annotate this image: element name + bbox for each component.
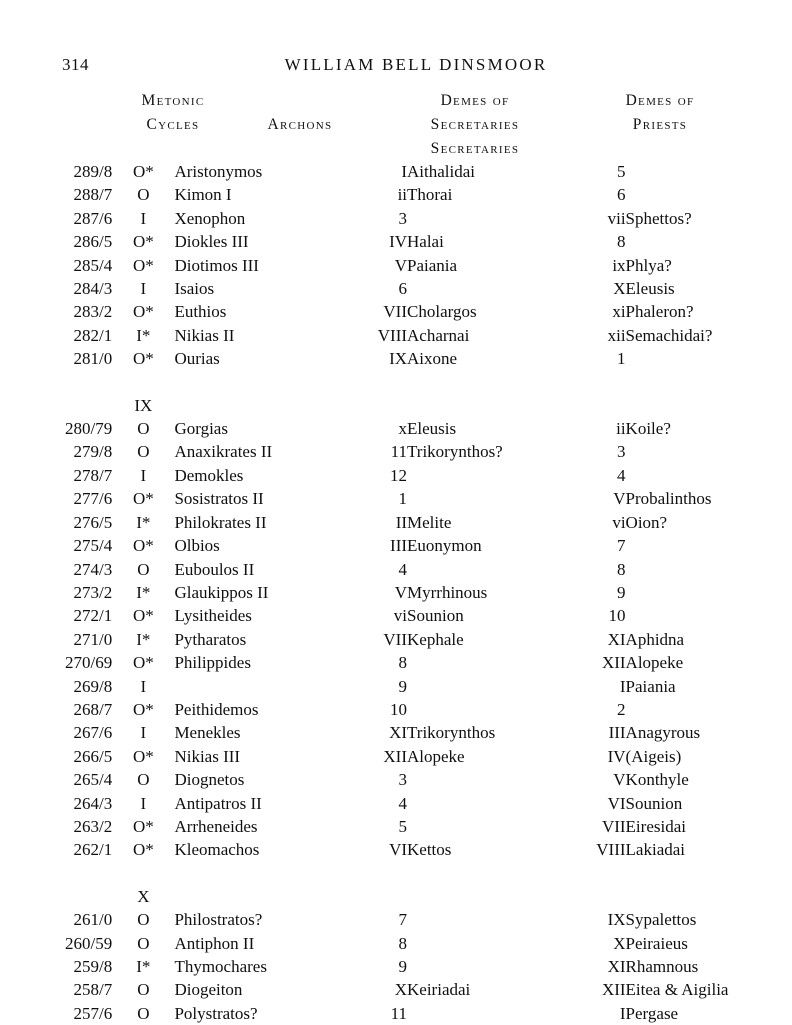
priest-deme-cell [626,440,792,463]
cycle-marker-row [0,885,792,908]
year-cell: 277/6 [73,489,113,509]
cycle-cell: X [137,886,150,906]
priest-number-cell: 10 [608,606,626,626]
cycle-cell: O [137,980,150,1000]
secretary-number-cell: 10 [390,699,408,719]
secretary-deme-cell: Kettos [407,840,452,860]
priest-number-cell: 2 [617,699,626,719]
secretary-number-cell: XII [383,746,408,766]
secretary-deme-cell: Trikorynthos [407,723,496,743]
table-row [0,300,792,323]
archon-cell: Kleomachos [174,840,260,860]
year-cell: 259/8 [73,957,113,976]
cycle-cell: O* [132,840,154,860]
priest-deme-cell [626,581,792,604]
cycle-cell: O* [132,653,154,673]
secretary-deme-cell [407,908,579,931]
secretary-deme-cell: Myrrhinous [407,582,488,602]
priest-number-cell: VIII [596,840,626,860]
priest-number-cell: XII [601,980,626,1000]
year-cell: 268/7 [73,699,113,719]
table-row [0,815,792,838]
table-row [0,324,792,347]
page-number: 314 [62,55,89,74]
archon-cell: Diokles III [174,232,249,252]
priest-deme-cell: Aphidna [625,629,685,649]
archon-cell: Gorgias [174,419,228,439]
priest-number-cell: 8 [617,232,626,252]
running-title: WILLIAM BELL DINSMOOR [284,55,548,74]
secretary-deme-cell [407,768,579,791]
archon-cell [174,675,354,698]
heading-cycles: Cycles [146,116,200,133]
archon-cell: Olbios [174,536,220,556]
secretary-deme-cell [407,464,579,487]
priest-number-cell: V [613,489,626,509]
priest-number-cell: xi [612,302,626,322]
year-cell: 285/4 [73,255,113,275]
priest-number-cell: 1 [617,349,626,369]
year-cell: 270/69 [65,653,113,673]
secretary-deme-cell: Sounion [407,606,464,626]
archon-cell: Euboulos II [174,559,255,579]
year-cell: 264/3 [73,793,113,813]
priest-deme-cell: Sounion [625,793,683,813]
year-cell [0,885,112,908]
priest-number-cell: 4 [617,465,626,485]
priest-deme-cell: Probalinthos [625,489,712,509]
archon-cell: Antiphon II [174,933,255,953]
archon-cell: Sosistratos II [174,489,264,509]
archon-cell: Ourias [174,349,220,369]
table-row [0,838,792,861]
priest-number-cell: X [613,279,626,299]
year-cell: 289/8 [73,162,113,181]
year-cell: 265/4 [73,770,113,790]
secretary-deme-cell [407,1002,579,1025]
table-row [0,932,792,955]
secretary-number-cell: 11 [390,1003,408,1023]
secretary-deme-cell: Cholargos [407,302,477,322]
table-row [0,440,792,463]
secretary-deme-cell [407,207,579,230]
priest-number-cell: III [608,723,626,743]
priest-deme-cell [626,558,792,581]
heading-secretaries: Secretaries [430,116,520,133]
priest-deme-cell: Koile? [625,419,671,439]
secretary-deme-cell [407,651,579,674]
archon-cell: Nikias II [174,325,235,345]
table-row [0,955,792,978]
archon-list-table [0,160,792,1025]
secretary-number-cell: VIII [377,325,408,345]
secretary-deme-cell: Alopeke [407,746,465,766]
secretary-number-cell: V [394,582,408,602]
priest-deme-cell: Alopeke [625,653,684,673]
year-cell: 267/6 [73,723,113,743]
priest-number-cell: 3 [617,442,626,462]
cycle-cell: O* [132,162,154,181]
year-cell: 276/5 [73,512,113,532]
secretary-number-cell: IX [389,349,408,369]
column-headings [0,92,792,158]
cycle-cell: O* [132,232,154,252]
cycle-cell: I [140,723,147,743]
priest-deme-cell: (Aigeis) [625,746,682,766]
table-row [0,768,792,791]
table-row [0,792,792,815]
priest-number-cell: V [613,770,626,790]
priest-deme-cell [626,534,792,557]
priest-number-cell: 6 [617,185,626,205]
year-cell: 287/6 [73,208,113,228]
secretary-number-cell: V [394,255,408,275]
spacer-cell [0,371,792,394]
priest-deme-cell: Lakiadai [625,840,686,860]
year-cell [0,394,112,417]
year-cell: 286/5 [73,232,113,252]
secretary-number-cell: VII [383,302,408,322]
table-row [0,558,792,581]
archon-cell: Nikias III [174,746,241,766]
secretary-deme-cell [407,277,579,300]
cycle-cell: I [140,793,147,813]
table-row [0,464,792,487]
cycle-cell: I [140,465,147,485]
archon-cell: Menekles [174,723,241,743]
secretary-deme-cell: Melite [407,512,452,532]
priest-deme-cell [626,347,792,370]
archon-cell: Anaxikrates II [174,442,273,462]
priest-number-cell: IX [607,910,626,930]
secretary-number-cell: III [390,536,408,556]
secretary-number-cell: 12 [390,465,408,485]
secretary-deme-cell: Trikorynthos? [407,442,503,462]
priest-number-cell: 5 [617,162,626,181]
table-spacer-row [0,371,792,394]
priest-number-cell: X [613,933,626,953]
year-cell: 263/2 [73,816,113,836]
priest-deme-cell: Semachidai? [625,325,713,345]
priest-deme-cell: Konthyle [625,770,689,790]
archon-cell: Demokles [174,465,244,485]
cycle-cell: I [140,279,147,299]
cycle-cell: O [137,442,150,462]
priest-number-cell: XII [601,653,626,673]
secretary-deme-cell: Paiania [407,255,458,275]
secretary-deme-cell: Aithalidai [407,162,475,181]
secretary-number-cell: IV [389,232,408,252]
table-row [0,417,792,440]
cycle-row-filler [174,394,792,417]
archon-cell: Xenophon [174,208,246,228]
cycle-cell: O [137,185,150,205]
secretary-number-cell: I [401,162,408,181]
secretary-deme-cell [407,698,579,721]
priest-number-cell: IV [607,746,626,766]
secretary-number-cell: 1 [398,489,408,509]
priest-number-cell: I [619,1003,626,1023]
secretary-number-cell: 8 [398,653,408,673]
secretary-number-cell: 3 [398,208,408,228]
heading-metonic: Metonic [141,92,205,109]
table-row [0,183,792,206]
year-cell: 274/3 [73,559,113,579]
secretary-deme-cell: Halai [407,232,444,252]
year-cell: 266/5 [73,746,113,766]
priest-deme-cell: Phlya? [625,255,672,275]
heading-priests: Priests [632,116,688,133]
cycle-cell: O [137,910,150,930]
archon-cell: Pytharatos [174,629,247,649]
priest-number-cell: vi [612,512,626,532]
table-row [0,908,792,931]
secretary-number-cell: 9 [398,957,408,976]
table-row [0,745,792,768]
secretary-deme-cell [407,487,579,510]
priest-deme-cell: Pergase [625,1003,679,1023]
cycle-cell: O* [132,746,154,766]
priest-deme-cell: Sphettos? [625,208,692,228]
archon-cell: Diogeiton [174,980,243,1000]
secretary-number-cell: II [395,512,408,532]
cycle-cell: O [137,419,150,439]
archon-cell: Euthios [174,302,227,322]
archon-cell: Arrheneides [174,816,258,836]
secretary-deme-cell [407,815,579,838]
table-row [0,651,792,674]
secretary-number-cell: 8 [398,933,408,953]
table-row [0,230,792,253]
cycle-cell: I [140,676,147,696]
heading-archons: Archons [267,116,333,133]
archon-cell: Polystratos? [174,1003,258,1023]
cycle-cell: O* [132,699,154,719]
secretary-number-cell: 5 [398,816,408,836]
table-row [0,487,792,510]
table-row [0,675,792,698]
priest-deme-cell [626,230,792,253]
priest-deme-cell [626,698,792,721]
priest-deme-cell: Peiraieus [625,933,688,953]
priest-deme-cell: Eleusis [625,279,675,299]
table-row [0,628,792,651]
priest-deme-cell: Eiresidai [625,816,686,836]
archon-cell: Glaukippos II [174,582,269,602]
priest-deme-cell: Sypalettos [625,910,697,930]
priest-deme-cell [626,464,792,487]
cycle-cell: I [140,208,147,228]
secretary-number-cell: 7 [398,910,408,930]
spacer-cell [0,862,792,885]
secretary-number-cell: vi [393,606,408,626]
priest-deme-cell: Paiania [625,676,676,696]
table-row [0,534,792,557]
secretary-number-cell: X [394,980,408,1000]
table-row [0,721,792,744]
table-row [0,581,792,604]
priest-deme-cell [626,160,792,183]
secretary-number-cell: XI [389,723,408,743]
cycle-cell: O [137,1003,150,1023]
archon-cell: Thymochares [174,957,267,976]
table-spacer-row [0,862,792,885]
cycle-cell: O [137,933,150,953]
page-header [0,55,792,77]
priest-deme-cell: Oion? [625,512,668,532]
secretary-deme-cell: Euonymon [407,536,482,556]
priest-number-cell: ix [612,255,626,275]
priest-number-cell: XI [607,957,626,976]
cycle-cell: I* [136,957,151,976]
cycle-cell: I* [136,582,151,602]
secretary-deme-cell: Keiriadai [407,980,471,1000]
priest-deme-cell: Anagyrous [625,723,701,743]
year-cell: 262/1 [73,840,113,860]
cycle-cell: O* [132,536,154,556]
secretary-number-cell: ii [397,185,408,205]
table-row [0,160,792,183]
archon-cell: Aristonymos [174,162,263,181]
secretary-number-cell: 3 [398,770,408,790]
priest-number-cell: xii [607,325,626,345]
heading-secretaries-sub: Secretaries [430,140,520,157]
priest-number-cell: 7 [617,536,626,556]
priest-number-cell: VI [607,793,626,813]
secretary-deme-cell [407,675,579,698]
cycle-cell: O* [132,816,154,836]
archon-cell: Philippides [174,653,251,673]
secretary-number-cell: VII [383,629,408,649]
secretary-deme-cell [407,792,579,815]
priest-number-cell: VII [601,816,626,836]
year-cell: 271/0 [73,629,113,649]
secretary-deme-cell: Acharnai [407,325,470,345]
secretary-deme-cell: Kephale [407,629,464,649]
table-row [0,207,792,230]
cycle-marker-row [0,394,792,417]
priest-number-cell: 9 [617,582,626,602]
secretary-number-cell: 4 [398,559,408,579]
year-cell: 269/8 [73,676,113,696]
priest-deme-cell: Rhamnous [625,957,699,976]
priest-deme-cell: Eitea & Aigilia [625,980,729,1000]
year-cell: 278/7 [73,465,113,485]
year-cell: 280/79 [65,419,113,439]
archon-cell: Isaios [174,279,215,299]
heading-demes-of-secretaries: Demes of [440,92,510,109]
secretary-number-cell: 6 [398,279,408,299]
year-cell: 283/2 [73,302,113,322]
year-cell: 275/4 [73,536,113,556]
cycle-cell: IX [134,395,153,415]
table-row [0,511,792,534]
archon-cell: Philokrates II [174,512,267,532]
priest-deme-cell [626,604,792,627]
heading-demes-of-priests: Demes of [625,92,695,109]
cycle-cell: I* [136,629,151,649]
cycle-cell: I* [136,325,151,345]
priest-number-cell: vii [607,208,626,228]
priest-number-cell: ii [616,419,626,439]
archon-cell: Philostratos? [174,910,263,930]
cycle-cell: O* [132,489,154,509]
year-cell: 261/0 [73,910,113,930]
priest-number-cell: XI [607,629,626,649]
year-cell: 258/7 [73,980,113,1000]
year-cell: 284/3 [73,279,113,299]
secretary-number-cell: x [398,419,408,439]
table-row [0,277,792,300]
cycle-cell: O [137,559,150,579]
table-row [0,604,792,627]
cycle-cell: O* [132,302,154,322]
secretary-deme-cell: Thorai [407,185,453,205]
secretary-number-cell: VI [389,840,408,860]
archon-cell: Lysitheides [174,606,252,626]
secretary-deme-cell: Eleusis [407,419,457,439]
secretary-deme-cell [407,932,579,955]
archon-cell: Kimon I [174,185,232,205]
secretary-deme-cell: Aixone [407,349,458,369]
secretary-number-cell: 4 [398,793,408,813]
cycle-cell: O* [132,606,154,626]
year-cell: 273/2 [73,582,113,602]
table-row [0,978,792,1001]
cycle-cell: O* [132,349,154,369]
archon-cell: Diotimos III [174,255,259,275]
cycle-row-filler [174,885,792,908]
secretary-deme-cell [407,955,579,978]
table-body [0,160,792,1025]
year-cell: 281/0 [73,349,113,369]
priest-deme-cell: Phaleron? [625,302,694,322]
secretary-number-cell: 11 [390,442,408,462]
archon-cell: Antipatros II [174,793,262,813]
table-row [0,698,792,721]
year-cell: 279/8 [73,442,113,462]
secretary-deme-cell [407,558,579,581]
year-cell: 288/7 [73,185,113,205]
table-row [0,1002,792,1025]
year-cell: 257/6 [73,1003,113,1023]
table-row [0,347,792,370]
table-row [0,254,792,277]
year-cell: 272/1 [73,606,113,626]
priest-number-cell: I [619,676,626,696]
priest-deme-cell [626,183,792,206]
year-cell: 260/59 [65,933,113,953]
cycle-cell: O [137,770,150,790]
priest-number-cell: 8 [617,559,626,579]
cycle-cell: O* [132,255,154,275]
secretary-number-cell: 9 [398,676,408,696]
cycle-cell: I* [136,512,151,532]
archon-cell: Peithidemos [174,699,259,719]
year-cell: 282/1 [73,325,113,345]
archon-cell: Diognetos [174,770,245,790]
